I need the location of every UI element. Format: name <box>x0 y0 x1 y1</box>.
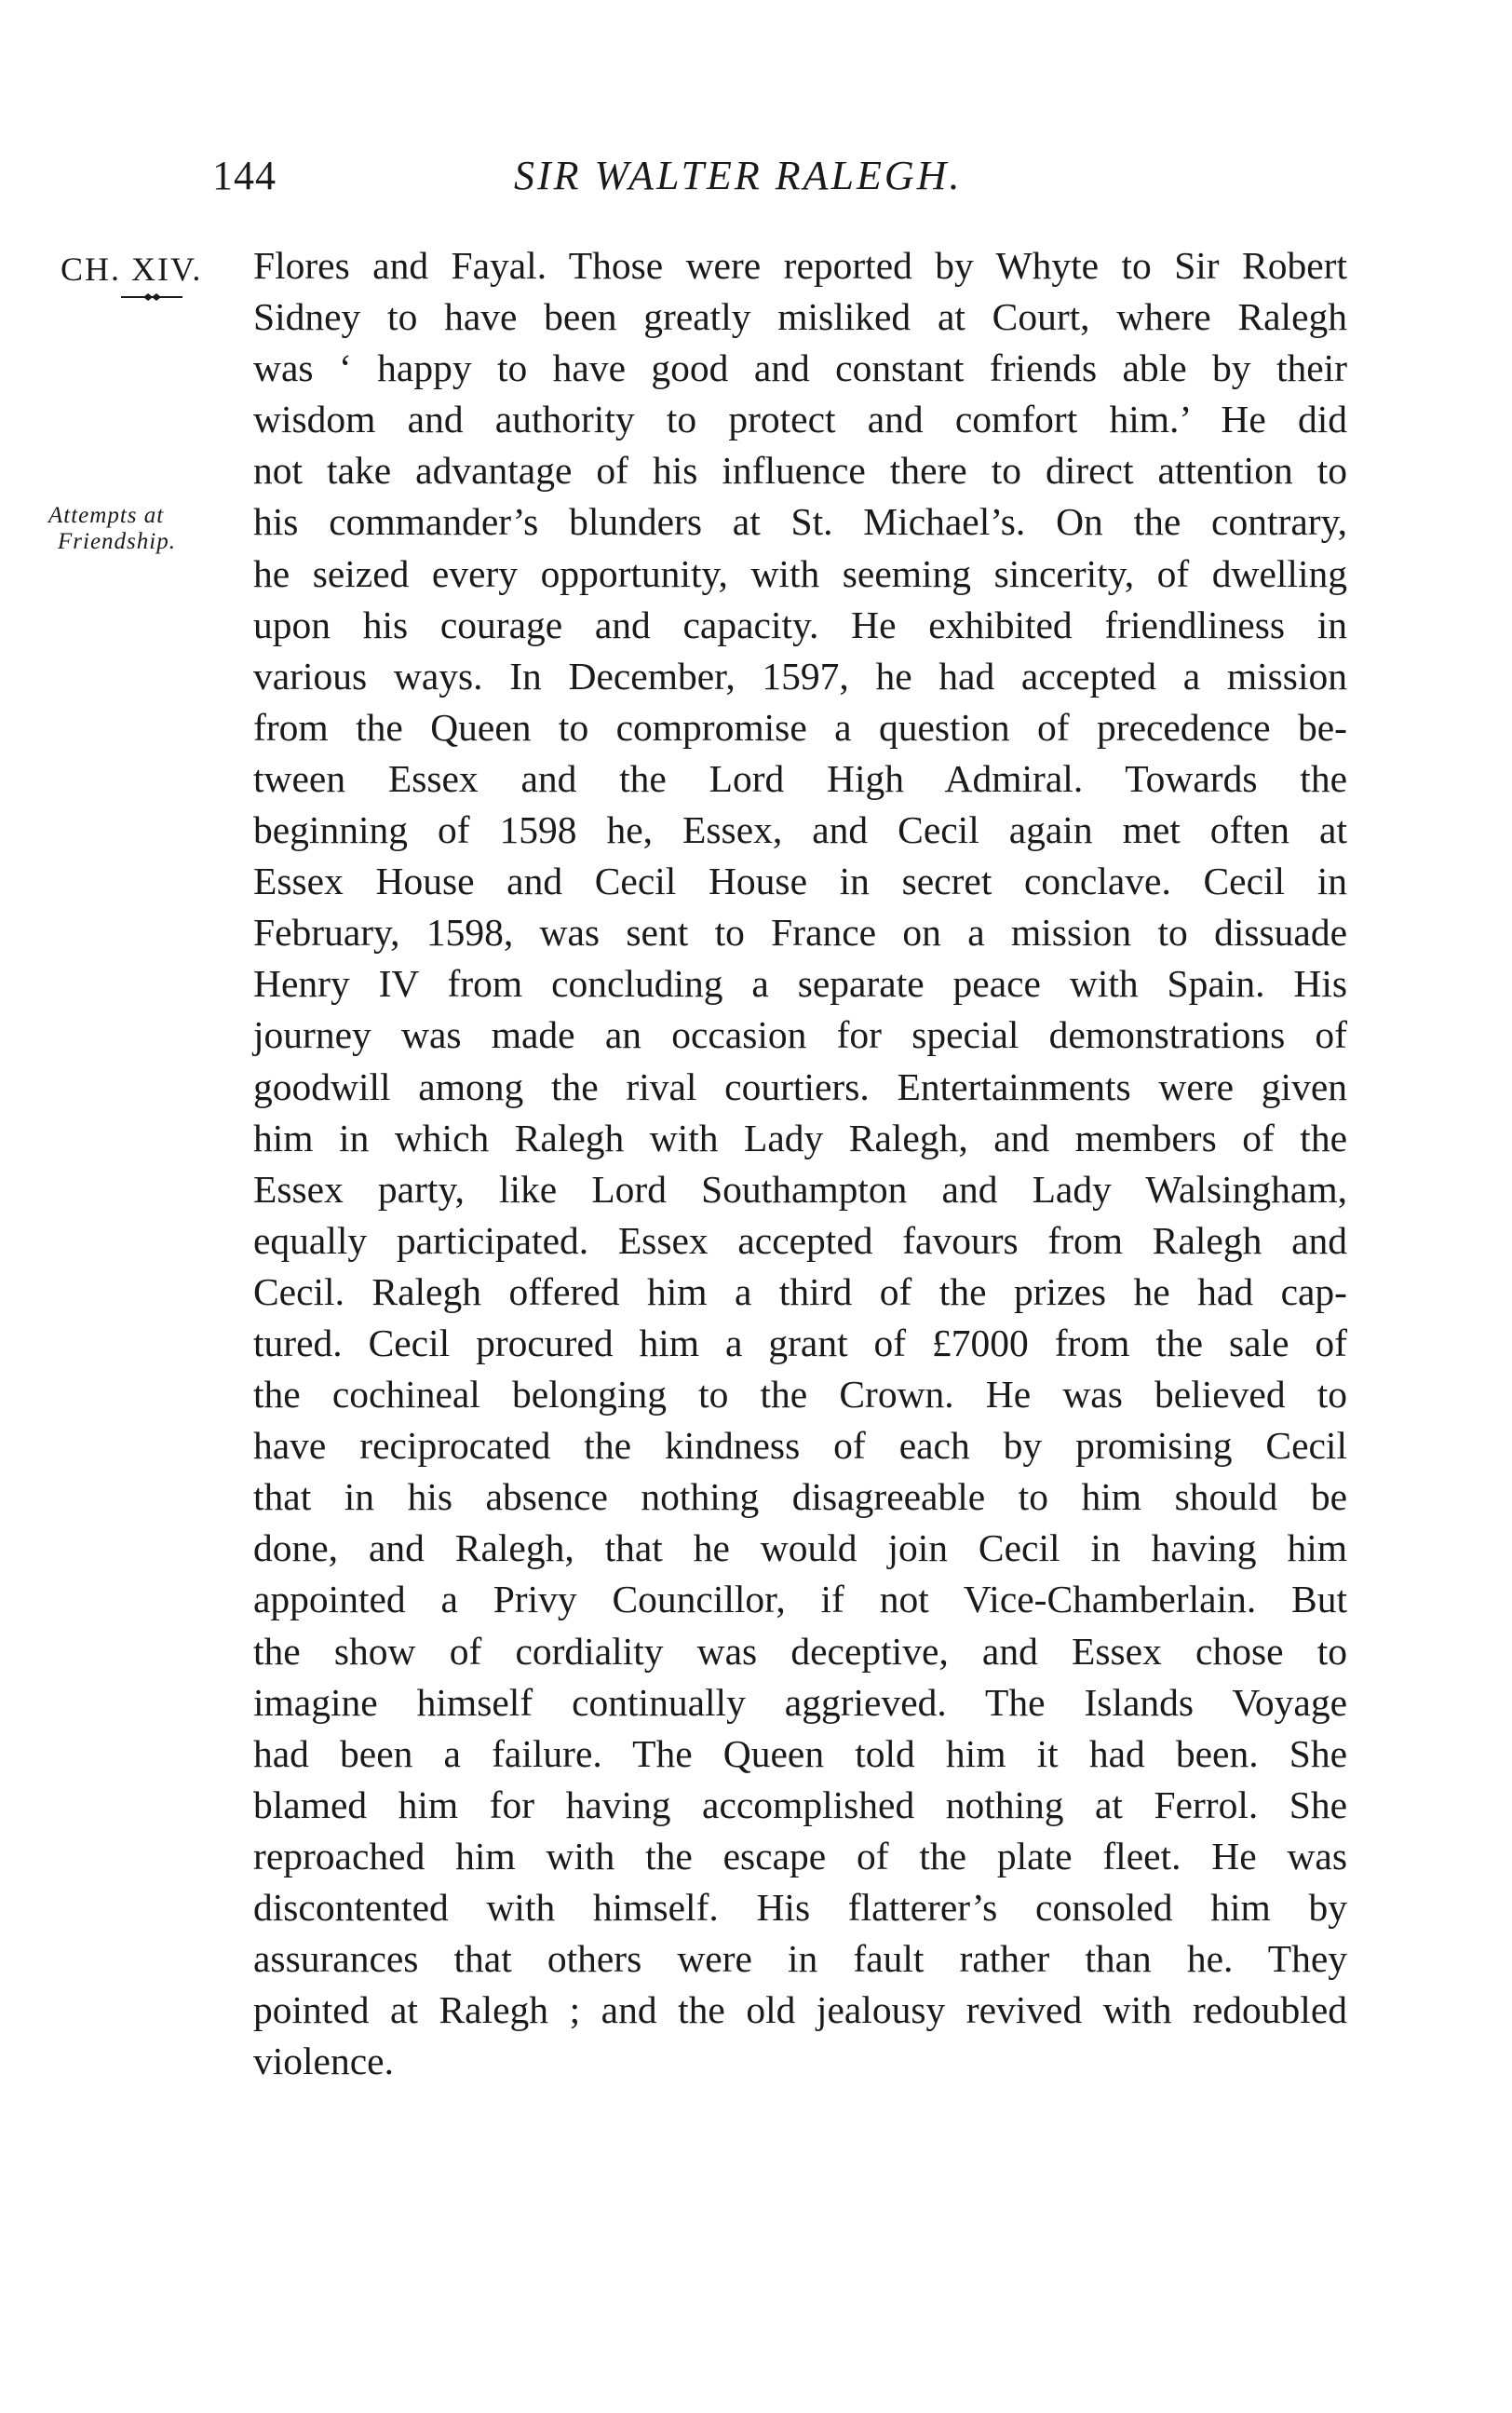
text-line: not take advantage of his influence there to direct attention to <box>253 449 1347 493</box>
text-line: Flores and Fayal. Those were reported by Whyte to Sir Robert <box>253 244 1347 287</box>
text-line: discontented with himself. His flatterer’s consoled him by <box>253 1886 1347 1929</box>
text-line: the cochineal belonging to the Crown. He was believed to <box>253 1373 1347 1417</box>
margin-note-line: Attempts at <box>48 503 165 528</box>
text-line: wisdom and authority to protect and comfort him.’ He did <box>253 398 1347 441</box>
chapter-label: CH. XIV. <box>61 251 203 288</box>
text-line: journey was made an occasion for special demonstrations of <box>253 1013 1347 1057</box>
margin-note <box>48 503 176 555</box>
text-line: tured. Cecil procured him a grant of £7000 from the sale of <box>253 1321 1347 1364</box>
text-line: upon his courage and capacity. He exhibited friendliness in <box>253 603 1347 646</box>
text-line: done, and Ralegh, that he would join Cecil in having him <box>253 1526 1347 1570</box>
body-text <box>253 240 1347 2087</box>
text-line: his commander’s blunders at St. Michael’s. On the contrary, <box>253 500 1347 544</box>
text-line: from the Queen to compromise a question of precedence be- <box>253 705 1347 749</box>
text-line: the show of cordiality was deceptive, and Essex chose to <box>253 1629 1347 1673</box>
text-line: equally participated. Essex accepted favours from Ralegh and <box>253 1218 1347 1262</box>
text-line: Sidney to have been greatly misliked at Court, where Ralegh <box>253 295 1347 339</box>
text-line: imagine himself continually aggrieved. The Islands Voyage <box>253 1680 1347 1724</box>
text-line: tween Essex and the Lord High Admiral. Towards the <box>253 756 1347 800</box>
chapter-ornament-icon <box>121 291 182 303</box>
text-line: he seized every opportunity, with seeming sincerity, of dwelling <box>253 551 1347 595</box>
text-line: Essex House and Cecil House in secret conclave. Cecil in <box>253 860 1347 903</box>
text-line: various ways. In December, 1597, he had accepted a mission <box>253 654 1347 698</box>
text-line: that in his absence nothing disagreeable to him should be <box>253 1475 1347 1519</box>
text-line: violence. <box>253 2040 394 2083</box>
text-line: was ‘ happy to have good and constant friends able by their <box>253 346 1347 390</box>
text-line: him in which Ralegh with Lady Ralegh, and members of the <box>253 1116 1347 1159</box>
running-title: SIR WALTER RALEGH. <box>514 153 963 198</box>
text-line: Henry IV from concluding a separate peace with Spain. His <box>253 962 1347 1006</box>
text-line: Cecil. Ralegh offered him a third of the prizes he had cap- <box>253 1269 1347 1313</box>
text-line: blamed him for having accomplished nothing at Ferrol. She <box>253 1783 1347 1826</box>
page-number: 144 <box>212 153 277 198</box>
text-line: beginning of 1598 he, Essex, and Cecil again met often at <box>253 808 1347 852</box>
text-line: pointed at Ralegh ; and the old jealousy revived with redoubled <box>253 1988 1347 2032</box>
text-line: reproached him with the escape of the plate fleet. He was <box>253 1834 1347 1878</box>
text-line: had been a failure. The Queen told him it had been. She <box>253 1731 1347 1775</box>
text-line: have reciprocated the kindness of each by promising Cecil <box>253 1424 1347 1468</box>
text-line: appointed a Privy Councillor, if not Vice-Chamberlain. But <box>253 1578 1347 1621</box>
text-line: assurances that others were in fault rather than he. They <box>253 1937 1347 1981</box>
margin-note-line: Friendship. <box>58 529 176 554</box>
text-line: Essex party, like Lord Southampton and Lady Walsingham, <box>253 1167 1347 1211</box>
text-line: goodwill among the rival courtiers. Entertainments were given <box>253 1064 1347 1108</box>
text-line: February, 1598, was sent to France on a mission to dissuade <box>253 911 1347 955</box>
